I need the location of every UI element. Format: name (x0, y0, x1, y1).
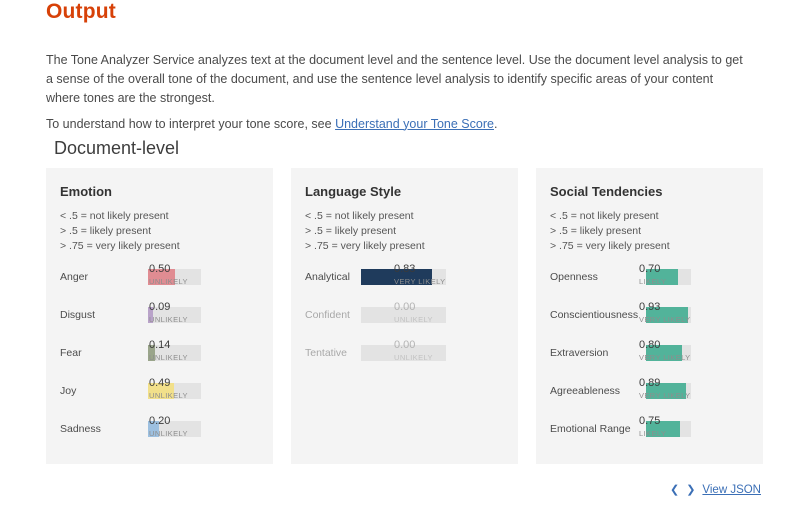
tone-qualifier: UNLIKELY (394, 353, 433, 362)
tone-value: 0.09 (149, 301, 171, 313)
tone-value: 0.50 (149, 263, 171, 275)
legend-emotion (60, 209, 259, 254)
legend-line-2: > .5 = likely present (60, 225, 152, 237)
tone-value-block (149, 377, 203, 401)
legend-social (550, 209, 749, 254)
tone-value-block (639, 377, 693, 401)
tone-label: Openness (550, 271, 598, 283)
tone-value: 0.89 (639, 377, 661, 389)
tone-qualifier: VERY LIKELY (394, 277, 446, 286)
tone-value-block (639, 263, 693, 287)
tone-row (550, 415, 749, 438)
tone-value: 0.75 (639, 415, 661, 427)
tone-row (550, 263, 749, 286)
tone-qualifier: VERY LIKELY (639, 315, 691, 324)
tone-value-block (394, 263, 448, 287)
tone-row (305, 301, 504, 324)
card-emotion-title: Emotion (60, 184, 112, 199)
tone-qualifier: UNLIKELY (149, 315, 188, 324)
tone-label: Anger (60, 271, 89, 283)
tone-value-block (639, 339, 693, 363)
emotion-bars (60, 263, 259, 438)
tone-value-block (149, 415, 203, 439)
card-language-title: Language Style (305, 184, 402, 199)
tone-qualifier: UNLIKELY (149, 353, 188, 362)
tone-value-block (394, 301, 448, 325)
tone-label: Analytical (305, 271, 350, 283)
legend-line-3: > .75 = very likely present (60, 240, 180, 252)
legend-line-3: > .75 = very likely present (305, 240, 425, 252)
tone-value: 0.14 (149, 339, 171, 351)
social-bars (550, 263, 749, 438)
tone-bar-track (639, 415, 691, 438)
tone-qualifier: UNLIKELY (149, 391, 188, 400)
tone-bar-track (361, 339, 446, 362)
tone-label: Agreeableness (550, 385, 621, 397)
tone-qualifier: VERY LIKELY (639, 391, 691, 400)
tone-cards (46, 168, 764, 464)
tone-value: 0.80 (639, 339, 661, 351)
tone-row (305, 263, 504, 286)
tone-bar-track (639, 301, 691, 324)
understand-tone-score-link[interactable]: Understand your Tone Score (335, 116, 494, 131)
tone-bar-track (639, 377, 691, 400)
tone-row (60, 301, 259, 324)
tone-qualifier: LIKELY (639, 277, 667, 286)
tone-row (60, 339, 259, 362)
legend-line-1: < .5 = not likely present (60, 210, 169, 222)
tone-bar-track (361, 263, 446, 286)
tone-bar-track (148, 301, 201, 324)
tone-bar-track (148, 339, 201, 362)
tone-qualifier: UNLIKELY (149, 429, 188, 438)
interpret-suffix: . (493, 116, 498, 131)
legend-language (305, 209, 504, 254)
tone-bar-track (148, 377, 201, 400)
tone-value-block (149, 263, 203, 287)
legend-line-1: < .5 = not likely present (550, 210, 659, 222)
tone-row (60, 415, 259, 438)
tone-value: 0.83 (394, 263, 416, 275)
tone-row (60, 263, 259, 286)
interpret-paragraph (46, 115, 746, 134)
chevron-right-icon[interactable]: ❯ (686, 484, 697, 496)
tone-label: Tentative (305, 347, 348, 359)
tone-qualifier: UNLIKELY (149, 277, 188, 286)
chevron-left-icon[interactable]: ❮ (669, 484, 681, 496)
tone-row (550, 301, 749, 324)
section-heading: Document-level (54, 138, 180, 158)
tone-row (550, 339, 749, 362)
intro-paragraph: The Tone Analyzer Service analyzes text at the document level and the sentence level. Use the document level analysis to get a sense of the overall tone of the document, and use the sentence level analysis to identify specific areas of your content where tones are the strongest. (46, 52, 743, 105)
tone-qualifier: VERY LIKELY (639, 353, 691, 362)
tone-bar-track (148, 415, 201, 438)
page-title: Output (46, 0, 117, 23)
tone-value: 0.70 (639, 263, 661, 275)
card-social-tendencies (536, 168, 763, 464)
tone-label: Joy (60, 385, 77, 397)
output-footer (670, 483, 761, 496)
language-bars (305, 263, 504, 362)
view-json-link[interactable]: View JSON (702, 483, 761, 496)
tone-label: Emotional Range (550, 423, 631, 435)
tone-label: Extraversion (550, 347, 609, 359)
tone-value: 0.00 (394, 339, 416, 351)
tone-label: Conscientiousness (550, 309, 639, 321)
tone-qualifier: LIKELY (639, 429, 667, 438)
tone-value-block (149, 301, 203, 325)
legend-line-3: > .75 = very likely present (550, 240, 670, 252)
tone-value: 0.49 (149, 377, 171, 389)
tone-value: 0.93 (639, 301, 661, 313)
tone-row (550, 377, 749, 400)
tone-bar-track (639, 263, 691, 286)
tone-bar-track (361, 301, 446, 324)
tone-value: 0.00 (394, 301, 416, 313)
tone-label: Disgust (60, 309, 96, 321)
tone-value: 0.20 (149, 415, 171, 427)
tone-qualifier: UNLIKELY (394, 315, 433, 324)
legend-line-1: < .5 = not likely present (305, 210, 414, 222)
interpret-prefix: To understand how to interpret your tone score, see (46, 116, 336, 131)
tone-row (60, 377, 259, 400)
card-emotion (46, 168, 273, 464)
legend-line-2: > .5 = likely present (550, 225, 642, 237)
tone-value-block (639, 415, 693, 439)
tone-label: Fear (60, 347, 82, 359)
tone-label: Sadness (60, 423, 101, 435)
tone-row (305, 339, 504, 362)
tone-value-block (639, 301, 693, 325)
tone-bar-track (639, 339, 691, 362)
card-social-title: Social Tendencies (550, 184, 663, 199)
tone-bar-track (148, 263, 201, 286)
tone-value-block (149, 339, 203, 363)
tone-label: Confident (305, 309, 350, 321)
tone-value-block (394, 339, 448, 363)
card-language-style (291, 168, 518, 464)
legend-line-2: > .5 = likely present (305, 225, 397, 237)
